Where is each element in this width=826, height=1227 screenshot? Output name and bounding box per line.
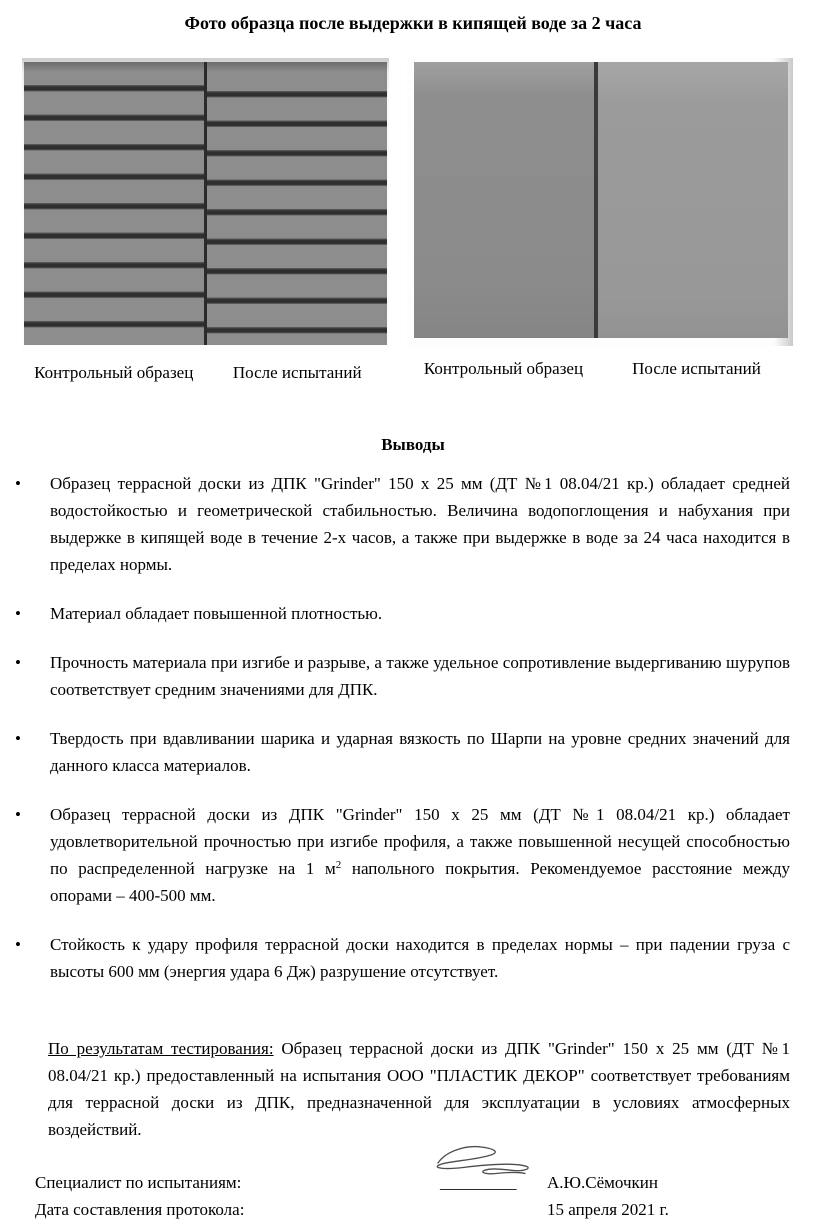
conclusions-heading: Выводы: [381, 435, 445, 454]
superscript-2: 2: [335, 859, 342, 871]
specialist-name: А.Ю.Сёмочкин: [547, 1173, 658, 1192]
specialist-label: Специалист по испытаниям:: [35, 1173, 242, 1192]
grooved-boards-photo: [22, 58, 389, 350]
protocol-date-row: [35, 1200, 790, 1227]
conclusion-text: Образец террасной доски из ДПК "Grinder" 150 х 25 мм (ДТ №1 08.04/21 кр.) обладает средней водостойкостью и геометрической стабильностью. Величина водопоглощения и набухания при выдержке в кипящей воде в течение 2-х часов, а также при выдержке в воде за 24 часа находится в пределах нормы.: [50, 474, 790, 574]
summary-lead-underlined: По результатам тестирования:: [48, 1039, 274, 1058]
photo-group-grooved: [22, 58, 389, 383]
conclusion-text-post: напольного покрытия. Рекомендуемое расстояние между опорами – 400-500 мм.: [50, 859, 791, 905]
caption-control-sample: Контрольный образец: [423, 359, 584, 378]
conclusion-item: [15, 649, 790, 703]
bullet-icon: •: [15, 935, 21, 954]
specialist-row: [35, 1173, 790, 1200]
caption-after-test: После испытаний: [232, 363, 362, 382]
photos-row: [22, 58, 793, 383]
bullet-icon: •: [15, 729, 21, 748]
conclusion-text: Прочность материала при изгибе и разрыве, а также удельное сопротивление выдергиванию шурупов соответствует средним значениями для ДПК.: [50, 653, 790, 699]
smooth-control-board: [414, 62, 594, 338]
conclusion-item: [15, 470, 790, 578]
grooved-photo-captions: [22, 363, 389, 383]
conclusion-text: Твердость при вдавливании шарика и ударная вязкость по Шарпи на уровне средних значений для данного класса материалов.: [50, 729, 790, 775]
smooth-tested-board: [594, 62, 788, 338]
bullet-icon: •: [15, 805, 21, 824]
conclusion-item: [15, 725, 790, 779]
smooth-boards-photo: [407, 58, 793, 346]
conclusion-text: Стойкость к удару профиля террасной доски находится в пределах нормы – при падении груза с высоты 600 мм (энергия удара 6 Дж) разрушение отсутствует.: [50, 935, 790, 981]
conclusions-list: [0, 470, 826, 985]
smooth-photo-captions: [407, 359, 793, 379]
conclusion-text: Материал обладает повышенной плотностью.: [50, 604, 383, 623]
grooved-tested-board: [204, 62, 387, 345]
conclusion-item: [15, 801, 790, 909]
conclusion-text: [50, 801, 790, 909]
caption-after-test: После испытаний: [632, 359, 761, 378]
bullet-icon: •: [15, 474, 21, 493]
caption-control-sample: Контрольный образец: [34, 363, 194, 382]
conclusion-item: [15, 600, 790, 627]
grooved-control-board: [24, 62, 204, 345]
signature-block: [35, 1173, 790, 1227]
conclusion-text-pre: Образец террасной доски из ДПК "Grinder" 150 х 25 мм (ДТ №1 08.04/21 кр.) обладает удовлетворительной прочностью при изгибе профиля, а также повышенной несущей способностью по распределенной нагрузке на 1 м: [50, 805, 790, 878]
conclusion-item: [15, 931, 790, 985]
photo-group-smooth: [407, 58, 793, 383]
bullet-icon: •: [15, 604, 21, 623]
test-summary-paragraph: [48, 1035, 790, 1143]
page-title: Фото образца после выдержки в кипящей воде за 2 часа: [184, 13, 642, 33]
signature-underscore-line: _________: [440, 1173, 517, 1192]
date-label: Дата составления протокола:: [35, 1200, 245, 1219]
protocol-date: 15 апреля 2021 г.: [547, 1200, 669, 1219]
summary-text: Образец террасной доски из ДПК "Grinder" 150 х 25 мм (ДТ №1 08.04/21 кр.) предоставленный на испытания ООО "ПЛАСТИК ДЕКОР" соответствует требованиям для террасной доски из ДПК, предназначенной для эксплуатации в условиях атмосферных воздействий.: [48, 1039, 790, 1139]
signature-line-area: [440, 1173, 536, 1193]
bullet-icon: •: [15, 653, 21, 672]
